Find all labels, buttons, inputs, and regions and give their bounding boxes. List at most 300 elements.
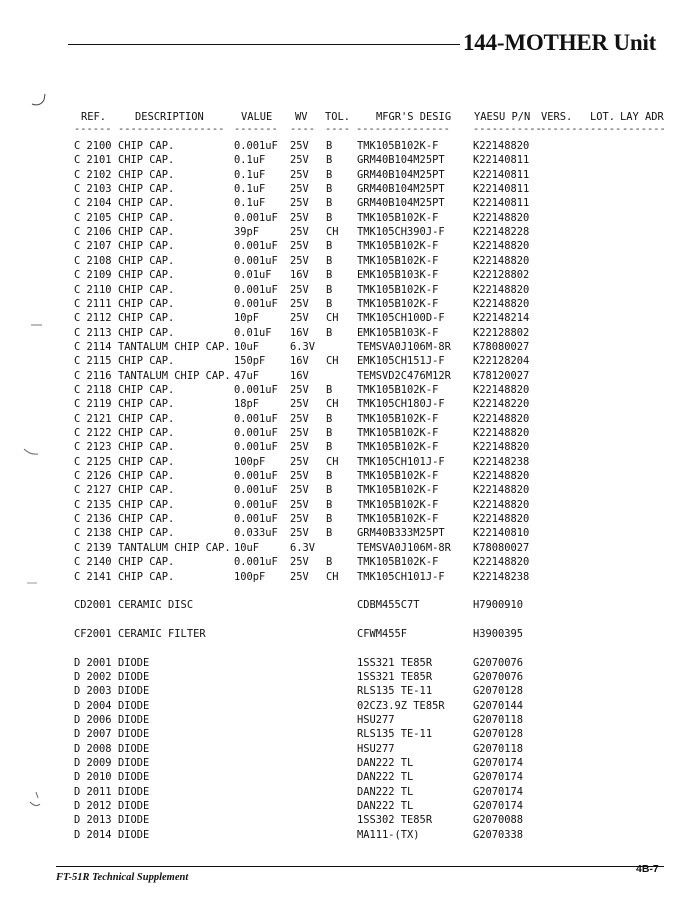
cell-wv: 25V: [290, 556, 309, 569]
column-header-wv: WV: [295, 111, 308, 123]
column-header-description: DESCRIPTION: [135, 111, 204, 123]
cell-value: 0.1uF: [234, 197, 266, 210]
cell-description: CHIP CAP.: [118, 140, 175, 152]
cell-ref: C 2125: [74, 455, 112, 468]
cell-tol: B: [326, 269, 333, 282]
cell-mfgr-desig: GRM40B104M25PT: [357, 183, 445, 196]
cell-value: 0.1uF: [234, 168, 266, 181]
cell-tol: B: [326, 484, 333, 497]
cell-mfgr-desig: HSU277: [357, 714, 395, 726]
cell-yaesu-pn: G2070118: [473, 714, 524, 726]
cell-ref: C 2104: [74, 197, 112, 210]
cell-yaesu-pn: G2070128: [473, 728, 524, 741]
column-header-lot: LOT.: [590, 111, 616, 123]
dash-pn: -----------: [473, 123, 542, 135]
cell-mfgr-desig: 02CZ3.9Z TE85R: [357, 699, 445, 712]
table-row: [0, 268, 695, 282]
cell-tol: B: [326, 168, 333, 181]
page-title: 144-MOTHER Unit: [463, 30, 657, 55]
cell-description: DIODE: [118, 685, 150, 698]
dash-wv: ----: [290, 123, 316, 135]
cell-value: 0.033uF: [234, 527, 278, 540]
cell-tol: B: [326, 556, 333, 569]
page-number: 4B-7: [636, 863, 659, 875]
cell-mfgr-desig: TMK105CH180J-F: [357, 398, 445, 411]
cell-mfgr-desig: TMK105B102K-F: [357, 283, 439, 296]
cell-wv: 16V: [290, 326, 309, 339]
cell-mfgr-desig: MA111-(TX): [357, 828, 420, 841]
cell-yaesu-pn: K22140810: [473, 527, 530, 540]
cell-ref: D 2008: [74, 742, 112, 755]
cell-value: 0.001uF: [234, 211, 278, 224]
cell-tol: CH: [326, 355, 339, 368]
cell-ref: CD2001: [74, 599, 112, 612]
cell-ref: D 2006: [74, 714, 112, 726]
cell-yaesu-pn: K22140811: [473, 168, 530, 181]
cell-yaesu-pn: G2070144: [473, 699, 524, 712]
footer-rule: [56, 866, 664, 867]
table-row: [0, 555, 695, 569]
cell-description: CHIP CAP.: [118, 484, 175, 497]
table-row: [0, 326, 695, 340]
cell-description: TANTALUM CHIP CAP.: [118, 340, 231, 353]
column-header-mfgr: MFGR'S DESIG: [376, 111, 452, 123]
cell-value: 18pF: [234, 398, 260, 411]
cell-tol: B: [326, 326, 333, 339]
cell-ref: C 2123: [74, 441, 112, 454]
cell-ref: C 2115: [74, 355, 112, 368]
cell-description: DIODE: [118, 785, 150, 798]
cell-mfgr-desig: TMK105CH101J-F: [357, 570, 445, 583]
table-row: [0, 455, 695, 469]
cell-mfgr-desig: GRM40B333M25PT: [357, 527, 445, 540]
table-row: [0, 182, 695, 196]
cell-ref: D 2012: [74, 800, 112, 813]
table-row: [0, 598, 695, 612]
cell-tol: B: [326, 297, 333, 310]
cell-yaesu-pn: H3900395: [473, 627, 524, 640]
cell-yaesu-pn: K22148238: [473, 455, 530, 468]
cell-yaesu-pn: K22128802: [473, 326, 530, 339]
table-row: [0, 311, 695, 325]
cell-ref: D 2001: [74, 656, 112, 669]
cell-ref: CF2001: [74, 627, 112, 640]
cell-mfgr-desig: CFWM455F: [357, 627, 408, 640]
cell-yaesu-pn: K22148820: [473, 412, 530, 425]
cell-yaesu-pn: K22140811: [473, 183, 530, 196]
cell-mfgr-desig: HSU277: [357, 742, 395, 755]
cell-yaesu-pn: G2070118: [473, 742, 524, 755]
cell-ref: C 2113: [74, 326, 112, 339]
cell-tol: B: [326, 498, 333, 511]
cell-mfgr-desig: TMK105B102K-F: [357, 556, 439, 569]
cell-mfgr-desig: DAN222 TL: [357, 771, 414, 784]
cell-description: CHIP CAP.: [118, 556, 175, 569]
cell-mfgr-desig: TMK105B102K-F: [357, 427, 439, 439]
cell-mfgr-desig: GRM40B104M25PT: [357, 154, 445, 167]
cell-yaesu-pn: K22148820: [473, 283, 530, 296]
cell-value: 39pF: [234, 226, 260, 239]
cell-ref: C 2121: [74, 412, 112, 425]
cell-description: DIODE: [118, 728, 150, 741]
cell-mfgr-desig: 1SS321 TE85R: [357, 670, 433, 683]
table-row: [0, 369, 695, 383]
table-row: [0, 713, 695, 727]
cell-yaesu-pn: K22148820: [473, 484, 530, 497]
cell-mfgr-desig: TMK105B102K-F: [357, 383, 439, 396]
cell-ref: C 2101: [74, 154, 112, 167]
table-row: [0, 656, 695, 670]
cell-yaesu-pn: K22148820: [473, 513, 530, 526]
cell-wv: 25V: [290, 254, 309, 267]
cell-ref: C 2107: [74, 240, 112, 253]
cell-ref: C 2114: [74, 340, 112, 353]
cell-description: DIODE: [118, 656, 150, 669]
cell-description: DIODE: [118, 742, 150, 755]
table-row: [0, 498, 695, 512]
cell-yaesu-pn: K22148820: [473, 240, 530, 253]
cell-wv: 25V: [290, 240, 309, 253]
cell-mfgr-desig: TEMSVA0J106M-8R: [357, 541, 451, 554]
cell-description: CHIP CAP.: [118, 326, 175, 339]
cell-mfgr-desig: TMK105CH101J-F: [357, 455, 445, 468]
cell-wv: 25V: [290, 226, 309, 239]
cell-yaesu-pn: G2070076: [473, 656, 524, 669]
cell-mfgr-desig: TMK105B102K-F: [357, 498, 439, 511]
cell-yaesu-pn: K22128204: [473, 355, 530, 368]
cell-wv: 25V: [290, 211, 309, 224]
cell-yaesu-pn: G2070174: [473, 785, 524, 798]
table-row: [0, 254, 695, 268]
table-row: [0, 412, 695, 426]
cell-value: 0.001uF: [234, 283, 278, 296]
cell-ref: C 2118: [74, 383, 112, 396]
table-row: [0, 426, 695, 440]
cell-tol: B: [326, 513, 333, 526]
cell-description: DIODE: [118, 828, 150, 841]
table-row: [0, 785, 695, 799]
table-row: [0, 684, 695, 698]
cell-yaesu-pn: K22148214: [473, 312, 530, 325]
cell-ref: D 2007: [74, 728, 112, 741]
table-row: [0, 196, 695, 210]
cell-ref: C 2112: [74, 312, 112, 325]
cell-mfgr-desig: TMK105CH390J-F: [357, 226, 445, 239]
cell-value: 100pF: [234, 455, 266, 468]
cell-mfgr-desig: 1SS302 TE85R: [357, 814, 433, 827]
cell-wv: 25V: [290, 154, 309, 167]
cell-mfgr-desig: TMK105B102K-F: [357, 254, 439, 267]
table-row: [0, 727, 695, 741]
cell-value: 0.1uF: [234, 183, 266, 196]
table-row: [0, 613, 695, 627]
dash-ref: ------: [74, 123, 112, 135]
cell-mfgr-desig: RLS135 TE-11: [357, 685, 433, 698]
table-row: [0, 699, 695, 713]
cell-wv: 25V: [290, 570, 309, 583]
cell-mfgr-desig: TEMSVA0J106M-8R: [357, 340, 451, 353]
cell-tol: B: [326, 154, 333, 167]
cell-value: 0.001uF: [234, 513, 278, 526]
cell-yaesu-pn: K78080027: [473, 541, 530, 554]
cell-tol: B: [326, 283, 333, 296]
cell-description: CHIP CAP.: [118, 441, 175, 454]
cell-mfgr-desig: TMK105B102K-F: [357, 441, 439, 454]
dash-value: -------: [234, 123, 278, 135]
cell-tol: B: [326, 211, 333, 224]
cell-value: 0.01uF: [234, 269, 272, 282]
cell-wv: 25V: [290, 168, 309, 181]
cell-description: CHIP CAP.: [118, 498, 175, 511]
cell-wv: 25V: [290, 455, 309, 468]
table-row: [0, 440, 695, 454]
dash-vers: --------: [540, 123, 591, 135]
cell-wv: 25V: [290, 283, 309, 296]
cell-description: CERAMIC DISC: [118, 599, 194, 612]
table-row: [0, 483, 695, 497]
table-row: [0, 828, 695, 842]
table-row: [0, 584, 695, 598]
cell-wv: 25V: [290, 398, 309, 411]
cell-yaesu-pn: G2070088: [473, 814, 524, 827]
cell-description: DIODE: [118, 757, 150, 770]
cell-description: TANTALUM CHIP CAP.: [118, 541, 231, 554]
cell-description: CHIP CAP.: [118, 412, 175, 425]
cell-ref: C 2135: [74, 498, 112, 511]
cell-wv: 16V: [290, 269, 309, 282]
cell-mfgr-desig: TMK105B102K-F: [357, 484, 439, 497]
table-row: [0, 641, 695, 655]
cell-ref: C 2119: [74, 398, 112, 411]
cell-value: 0.001uF: [234, 140, 278, 152]
cell-mfgr-desig: TMK105B102K-F: [357, 140, 439, 152]
table-row: [0, 742, 695, 756]
cell-tol: B: [326, 441, 333, 454]
cell-ref: C 2102: [74, 168, 112, 181]
cell-ref: C 2136: [74, 513, 112, 526]
table-row: [0, 770, 695, 784]
cell-wv: 25V: [290, 484, 309, 497]
cell-yaesu-pn: K22148820: [473, 254, 530, 267]
cell-mfgr-desig: CDBM455C7T: [357, 599, 420, 612]
table-row: [0, 239, 695, 253]
cell-description: CHIP CAP.: [118, 355, 175, 368]
cell-ref: D 2013: [74, 814, 112, 827]
cell-description: CHIP CAP.: [118, 570, 175, 583]
cell-tol: B: [326, 412, 333, 425]
cell-tol: CH: [326, 398, 339, 411]
cell-yaesu-pn: K22148820: [473, 211, 530, 224]
table-row: [0, 627, 695, 641]
cell-value: 10pF: [234, 312, 260, 325]
cell-yaesu-pn: G2070128: [473, 685, 524, 698]
cell-description: CHIP CAP.: [118, 513, 175, 526]
cell-mfgr-desig: DAN222 TL: [357, 785, 414, 798]
cell-description: CHIP CAP.: [118, 168, 175, 181]
cell-tol: CH: [326, 226, 339, 239]
cell-ref: D 2009: [74, 757, 112, 770]
cell-description: DIODE: [118, 800, 150, 813]
cell-description: CHIP CAP.: [118, 283, 175, 296]
cell-yaesu-pn: K22148228: [473, 226, 530, 239]
dash-tol: ----: [325, 123, 351, 135]
cell-value: 0.001uF: [234, 556, 278, 569]
cell-description: CHIP CAP.: [118, 527, 175, 540]
cell-ref: C 2108: [74, 254, 112, 267]
cell-tol: B: [326, 183, 333, 196]
cell-yaesu-pn: K22148820: [473, 383, 530, 396]
cell-mfgr-desig: TMK105CH100D-F: [357, 312, 445, 325]
table-row: [0, 354, 695, 368]
cell-mfgr-desig: GRM40B104M25PT: [357, 168, 445, 181]
cell-ref: D 2014: [74, 828, 112, 841]
cell-wv: 16V: [290, 355, 309, 368]
table-row: [0, 512, 695, 526]
cell-value: 0.001uF: [234, 240, 278, 253]
cell-yaesu-pn: K22140811: [473, 197, 530, 210]
cell-description: DIODE: [118, 814, 150, 827]
table-row: [0, 383, 695, 397]
cell-description: TANTALUM CHIP CAP.: [118, 369, 231, 382]
cell-ref: C 2103: [74, 183, 112, 196]
cell-ref: C 2138: [74, 527, 112, 540]
cell-ref: C 2116: [74, 369, 112, 382]
dash-lot: -----: [590, 123, 622, 135]
cell-yaesu-pn: K22148820: [473, 140, 530, 152]
cell-value: 10uF: [234, 340, 260, 353]
cell-ref: C 2140: [74, 556, 112, 569]
cell-mfgr-desig: TMK105B102K-F: [357, 412, 439, 425]
cell-mfgr-desig: TEMSVD2C476M12R: [357, 369, 451, 382]
cell-tol: CH: [326, 312, 339, 325]
cell-value: 10uF: [234, 541, 260, 554]
cell-yaesu-pn: H7900910: [473, 599, 524, 612]
cell-yaesu-pn: K22148820: [473, 470, 530, 483]
cell-yaesu-pn: K78120027: [473, 369, 530, 382]
table-row: [0, 570, 695, 584]
header-rule: [68, 44, 460, 45]
cell-wv: 25V: [290, 427, 309, 439]
table-row: [0, 756, 695, 770]
cell-description: CHIP CAP.: [118, 269, 175, 282]
column-header-value: VALUE: [241, 111, 273, 123]
table-row: [0, 297, 695, 311]
cell-tol: B: [326, 383, 333, 396]
cell-mfgr-desig: TMK105B102K-F: [357, 513, 439, 526]
cell-mfgr-desig: TMK105B102K-F: [357, 470, 439, 483]
cell-description: CHIP CAP.: [118, 427, 175, 439]
table-row: [0, 670, 695, 684]
cell-description: CHIP CAP.: [118, 398, 175, 411]
cell-tol: B: [326, 527, 333, 540]
cell-value: 0.001uF: [234, 441, 278, 454]
column-header-vers: VERS.: [541, 111, 573, 123]
cell-mfgr-desig: TMK105B102K-F: [357, 297, 439, 310]
cell-wv: 25V: [290, 412, 309, 425]
cell-value: 0.001uF: [234, 297, 278, 310]
cell-ref: C 2110: [74, 283, 112, 296]
cell-description: CHIP CAP.: [118, 197, 175, 210]
cell-ref: C 2109: [74, 269, 112, 282]
cell-ref: C 2141: [74, 570, 112, 583]
cell-value: 0.001uF: [234, 412, 278, 425]
cell-tol: B: [326, 197, 333, 210]
table-row: [0, 541, 695, 555]
cell-wv: 6.3V: [290, 340, 316, 353]
cell-ref: C 2105: [74, 211, 112, 224]
table-row: [0, 799, 695, 813]
cell-ref: C 2106: [74, 226, 112, 239]
cell-ref: C 2100: [74, 140, 112, 152]
cell-yaesu-pn: K22140811: [473, 154, 530, 167]
cell-value: 0.001uF: [234, 383, 278, 396]
cell-ref: D 2010: [74, 771, 112, 784]
cell-value: 100pF: [234, 570, 266, 583]
dash-description: -----------------: [118, 123, 225, 135]
cell-yaesu-pn: K22148820: [473, 297, 530, 310]
cell-value: 0.001uF: [234, 470, 278, 483]
table-row: [0, 526, 695, 540]
cell-ref: C 2126: [74, 470, 112, 483]
cell-ref: D 2004: [74, 699, 112, 712]
cell-wv: 25V: [290, 312, 309, 325]
cell-mfgr-desig: DAN222 TL: [357, 800, 414, 813]
cell-mfgr-desig: EMK105CH151J-F: [357, 355, 445, 368]
cell-description: CHIP CAP.: [118, 383, 175, 396]
cell-value: 0.001uF: [234, 427, 278, 439]
cell-yaesu-pn: K22148238: [473, 570, 530, 583]
cell-wv: 25V: [290, 470, 309, 483]
cell-wv: 25V: [290, 140, 309, 152]
cell-description: DIODE: [118, 699, 150, 712]
cell-ref: D 2003: [74, 685, 112, 698]
cell-tol: CH: [326, 455, 339, 468]
cell-wv: 25V: [290, 383, 309, 396]
cell-description: CHIP CAP.: [118, 226, 175, 239]
table-row: [0, 813, 695, 827]
cell-tol: B: [326, 254, 333, 267]
cell-description: CHIP CAP.: [118, 312, 175, 325]
column-header-lay-adr: LAY ADR: [620, 111, 664, 123]
cell-wv: 25V: [290, 197, 309, 210]
cell-yaesu-pn: K22148820: [473, 441, 530, 454]
cell-wv: 25V: [290, 297, 309, 310]
cell-ref: D 2011: [74, 785, 112, 798]
cell-tol: B: [326, 427, 333, 439]
cell-yaesu-pn: G2070174: [473, 771, 524, 784]
cell-description: CERAMIC FILTER: [118, 627, 206, 640]
cell-mfgr-desig: DAN222 TL: [357, 757, 414, 770]
cell-ref: C 2122: [74, 427, 112, 439]
column-header-ref: REF.: [81, 111, 107, 123]
dash-lay-adr: -------: [622, 123, 666, 135]
cell-wv: 25V: [290, 498, 309, 511]
table-row: [0, 469, 695, 483]
cell-description: CHIP CAP.: [118, 154, 175, 167]
table-row: [0, 153, 695, 167]
cell-ref: C 2139: [74, 541, 112, 554]
column-header-pn: YAESU P/N: [474, 111, 531, 123]
cell-mfgr-desig: RLS135 TE-11: [357, 728, 433, 741]
cell-tol: CH: [326, 570, 339, 583]
table-row: [0, 340, 695, 354]
cell-yaesu-pn: K22148820: [473, 498, 530, 511]
cell-description: CHIP CAP.: [118, 211, 175, 224]
cell-description: CHIP CAP.: [118, 297, 175, 310]
cell-description: CHIP CAP.: [118, 240, 175, 253]
cell-mfgr-desig: TMK105B102K-F: [357, 240, 439, 253]
cell-mfgr-desig: GRM40B104M25PT: [357, 197, 445, 210]
